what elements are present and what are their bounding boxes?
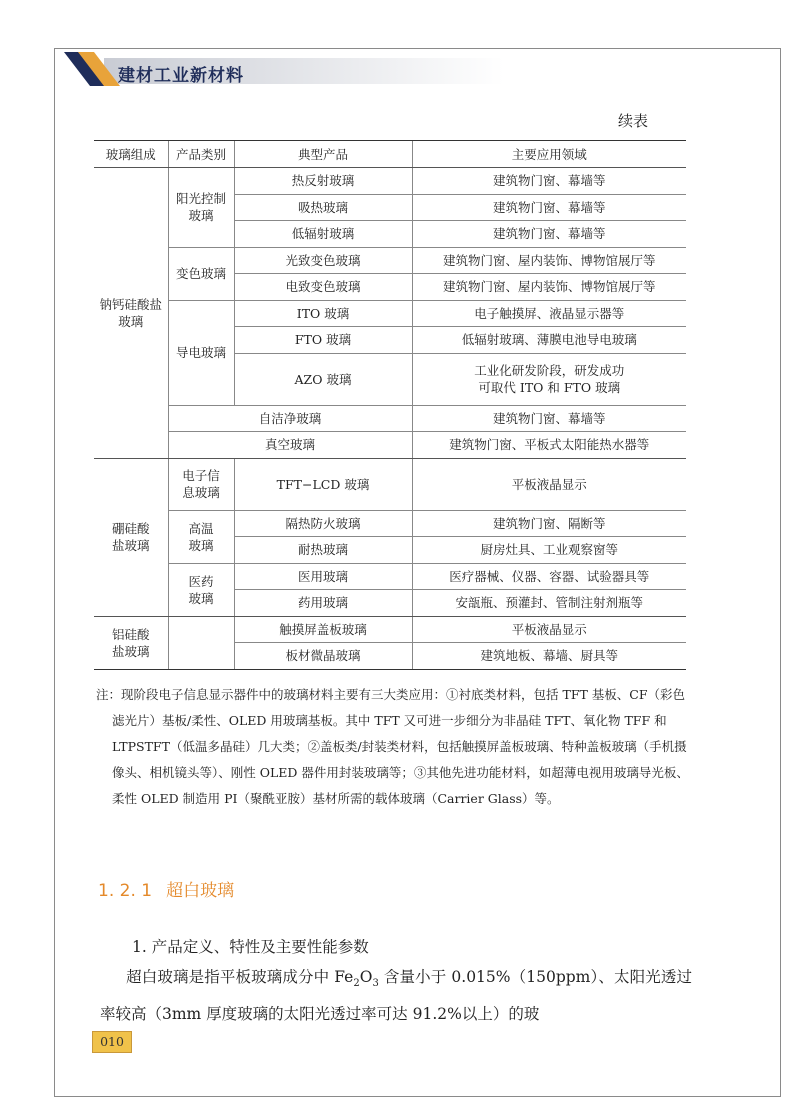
category-empty-cell <box>168 616 234 669</box>
product-cell: 真空玻璃 <box>168 432 412 459</box>
subheading: 1. 产品定义、特性及主要性能参数 <box>132 938 369 956</box>
body-text-part: O <box>359 968 373 986</box>
product-cell: AZO 玻璃 <box>234 353 412 405</box>
application-cell: 安瓿瓶、预灌封、管制注射剂瓶等 <box>412 590 686 617</box>
product-cell: ITO 玻璃 <box>234 300 412 327</box>
running-header-title: 建材工业新材料 <box>118 66 244 86</box>
product-cell: 热反射玻璃 <box>234 168 412 195</box>
application-cell: 工业化研发阶段，研发成功可取代 ITO 和 FTO 玻璃 <box>412 353 686 405</box>
application-cell: 平板液晶显示 <box>412 616 686 643</box>
section-heading <box>98 876 234 901</box>
application-cell: 建筑物门窗、幕墙等 <box>412 405 686 432</box>
product-cell: 药用玻璃 <box>234 590 412 617</box>
body-paragraph <box>100 962 692 1029</box>
subscript: 3 <box>372 978 379 990</box>
product-cell: 医用玻璃 <box>234 563 412 590</box>
subscript: 2 <box>353 978 360 990</box>
application-cell: 建筑地板、幕墙、厨具等 <box>412 643 686 670</box>
product-cell: 隔热防火玻璃 <box>234 510 412 537</box>
category-high-temp: 高温玻璃 <box>168 510 234 563</box>
col-header-category: 产品类别 <box>168 141 234 168</box>
product-cell: 板材微晶玻璃 <box>234 643 412 670</box>
section-title: 超白玻璃 <box>166 881 235 901</box>
product-cell: 触摸屏盖板玻璃 <box>234 616 412 643</box>
glass-table <box>94 140 686 670</box>
body-text-part: 超白玻璃是指平板玻璃成分中 Fe <box>126 968 354 986</box>
application-cell: 低辐射玻璃、薄膜电池导电玻璃 <box>412 327 686 354</box>
category-conductive: 导电玻璃 <box>168 300 234 405</box>
col-header-product: 典型产品 <box>234 141 412 168</box>
continued-label: 续表 <box>618 112 649 130</box>
group-soda-lime: 钠钙硅酸盐玻璃 <box>94 168 168 459</box>
category-photochromic: 变色玻璃 <box>168 247 234 300</box>
product-cell: 低辐射玻璃 <box>234 221 412 248</box>
product-cell: 吸热玻璃 <box>234 194 412 221</box>
product-cell: 光致变色玻璃 <box>234 247 412 274</box>
col-header-composition: 玻璃组成 <box>94 141 168 168</box>
product-cell: 自洁净玻璃 <box>168 405 412 432</box>
application-cell: 建筑物门窗、平板式太阳能热水器等 <box>412 432 686 459</box>
note-text: 现阶段电子信息显示器件中的玻璃材料主要有三大类应用：①衬底类材料，包括 TFT 基板、CF（彩色滤光片）基板/柔性、OLED 用玻璃基板。其中 TFT 又可进一步细分为非晶硅 TFT、氧化物 TFF 和 LTPSTFT（低温多晶硅）几大类；②盖板类/封装类材料，包括触摸屏盖板玻璃、特种盖板玻璃（手机摄像头、相机镜头等）、刚性 OLED 器件用封装玻璃等；③其他先进功能材料，如超薄电视用玻璃导光板、柔性 OLED 制造用 PI（聚酰亚胺）基材所需的载体玻璃（Carrier Glass）等。 <box>112 687 689 806</box>
section-number: 1. 2. 1 <box>98 881 153 901</box>
application-cell: 建筑物门窗、屋内装饰、博物馆展厅等 <box>412 247 686 274</box>
application-cell: 医疗器械、仪器、容器、试验器具等 <box>412 563 686 590</box>
application-cell: 建筑物门窗、幕墙等 <box>412 168 686 195</box>
application-cell: 平板液晶显示 <box>412 458 686 510</box>
application-cell: 建筑物门窗、屋内装饰、博物馆展厅等 <box>412 274 686 301</box>
col-header-application: 主要应用领域 <box>412 141 686 168</box>
product-cell: TFT−LCD 玻璃 <box>234 458 412 510</box>
page-number: 010 <box>92 1031 132 1053</box>
note-label: 注： <box>96 687 122 702</box>
category-pharma: 医药玻璃 <box>168 563 234 616</box>
application-cell: 建筑物门窗、幕墙等 <box>412 194 686 221</box>
category-electronic-info: 电子信息玻璃 <box>168 458 234 510</box>
body-text-part: 含量小于 0.015%（150ppm）、太阳光透过率较高（3mm 厚度玻璃的太阳光透过率可达 91.2%以上）的玻 <box>100 968 692 1024</box>
group-aluminosilicate: 铝硅酸盐玻璃 <box>94 616 168 669</box>
product-cell: FTO 玻璃 <box>234 327 412 354</box>
table-note <box>96 682 692 812</box>
application-cell: 建筑物门窗、幕墙等 <box>412 221 686 248</box>
application-cell: 厨房灶具、工业观察窗等 <box>412 537 686 564</box>
product-cell: 耐热玻璃 <box>234 537 412 564</box>
application-cell: 电子触摸屏、液晶显示器等 <box>412 300 686 327</box>
product-cell: 电致变色玻璃 <box>234 274 412 301</box>
application-cell: 建筑物门窗、隔断等 <box>412 510 686 537</box>
group-borosilicate: 硼硅酸盐玻璃 <box>94 458 168 616</box>
category-solar-control: 阳光控制玻璃 <box>168 168 234 248</box>
